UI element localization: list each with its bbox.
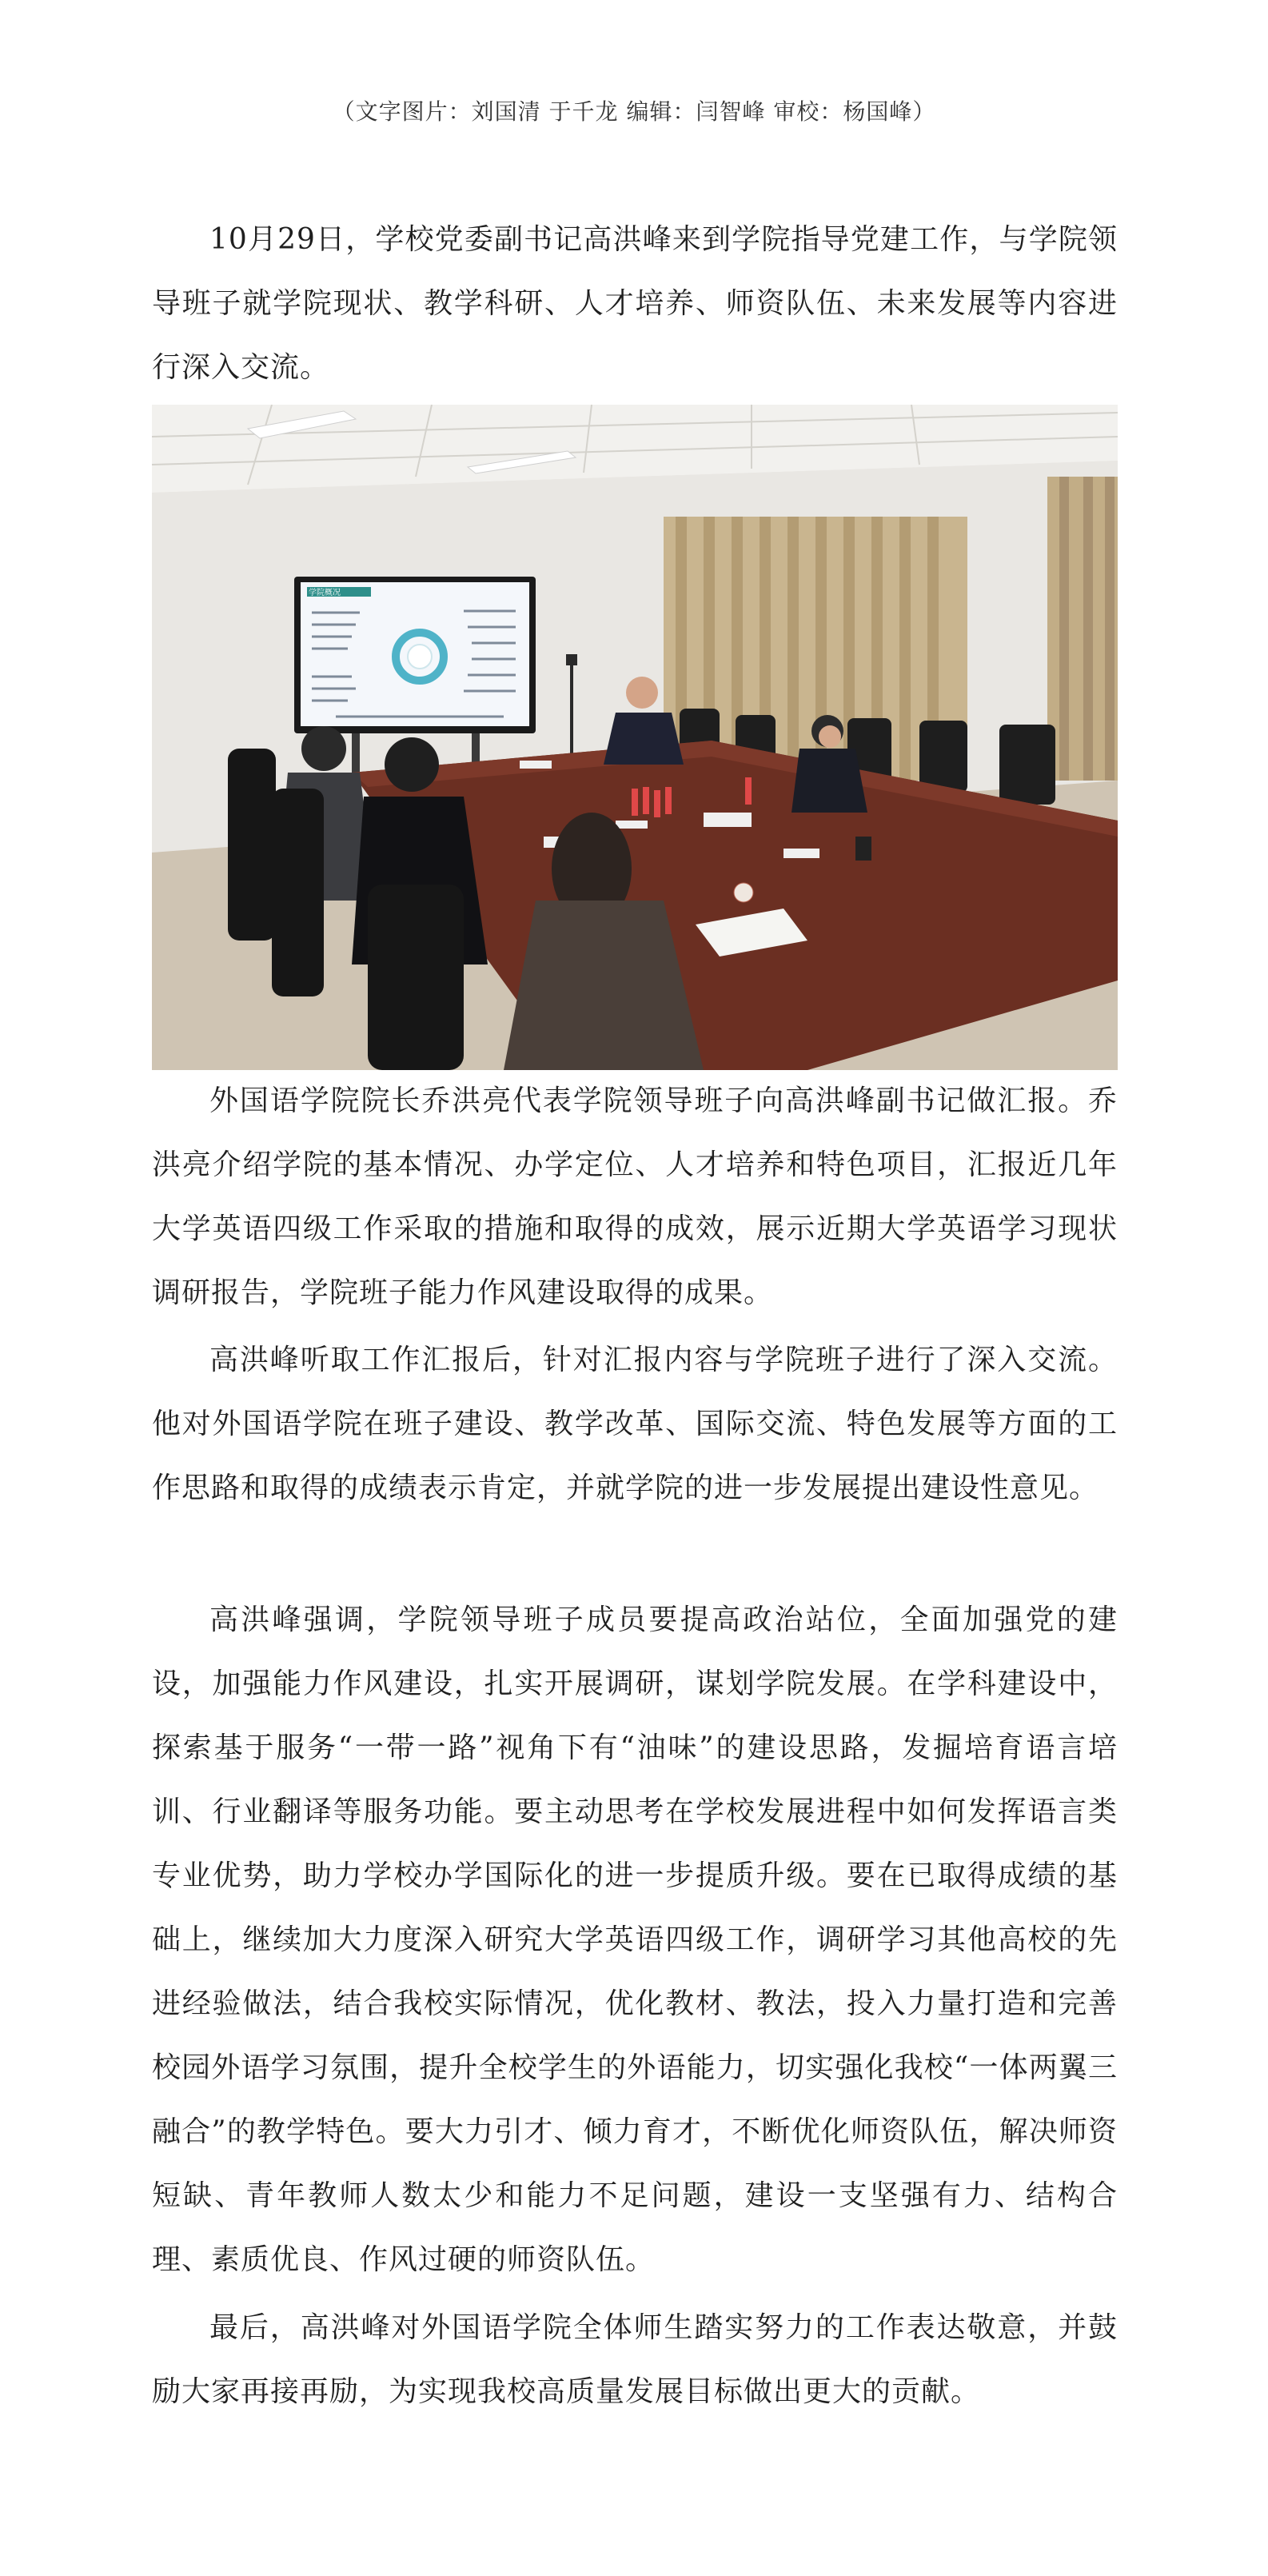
paragraph-report: 外国语学院院长乔洪亮代表学院领导班子向高洪峰副书记做汇报。乔洪亮介绍学院的基本情况、办学定位、人才培养和特色项目，汇报近几年大学英语四级工作采取的措施和取得的成效，展示近期大学英语学习现状调研报告，学院班子能力作风建设取得的成果。 (152, 1084, 1118, 1309)
meeting-photo (152, 405, 1118, 1070)
screen-title: 学院概况 (309, 589, 341, 597)
paragraph-intro: 10月29日，学校党委副书记高洪峰来到学院指导党建工作，与学院领导班子就学院现状、教学科研、人才培养、师资队伍、未来发展等内容进行深入交流。 (152, 223, 1118, 384)
paragraph-exchange: 高洪峰听取工作汇报后，针对汇报内容与学院班子进行了深入交流。他对外国语学院在班子建设、教学改革、国际交流、特色发展等方面的工作思路和取得的成绩表示肯定，并就学院的进一步发展提出建设性意见。 (152, 1344, 1118, 1504)
paragraph-emphasis: 高洪峰强调，学院领导班子成员要提高政治站位，全面加强党的建设，加强能力作风建设，扎实开展调研，谋划学院发展。在学科建设中，探索基于服务“一带一路”视角下有“油味”的建设思路，发掘培育语言培训、行业翻译等服务功能。要主动思考在学校发展进程中如何发挥语言类专业优势，助力学校办学国际化的进一步提质升级。要在已取得成绩的基础上，继续加大力度深入研究大学英语四级工作，调研学习其他高校的先进经验做法，结合我校实际情况，优化教材、教法，投入力量打造和完善校园外语学习氛围，提升全校学生的外语能力，切实强化我校“一体两翼三融合”的教学特色。要大力引才、倾力育才，不断优化师资队伍，解决师资短缺、青年教师人数太少和能力不足问题，建设一支坚强有力、结构合理、素质优良、作风过硬的师资队伍。 (152, 1604, 1118, 2276)
paragraph-conclusion: 最后，高洪峰对外国语学院全体师生踏实努力的工作表达敬意，并鼓励大家再接再励，为实现我校高质量发展目标做出更大的贡献。 (152, 2311, 1118, 2408)
article-credits: （文字图片：刘国清 于千龙 编辑：闫智峰 审校：杨国峰） (332, 98, 936, 125)
